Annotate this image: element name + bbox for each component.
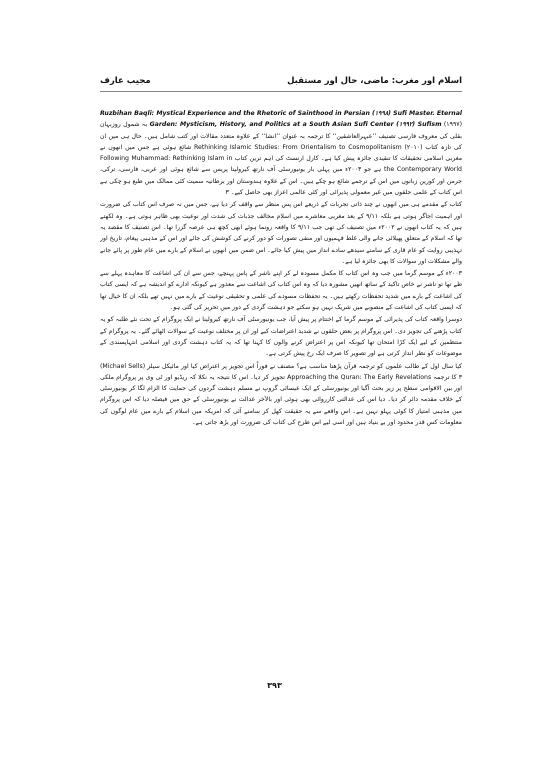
page-number: ۳۹۳	[267, 681, 282, 690]
paragraph-3	[100, 268, 462, 313]
paragraph-5-text: کیا سال اول کے طالب علموں کو ترجمہ قرآن پڑھنا مناسب ہے؟ مصنف نے فوراً اس تجویز پر اعتراض کیا اور مائیکل سیلز (Michael Sells) ۳ کا ترجمہ Approaching the Quran: The Early Revelations تجویز کر دیا۔ اس کا نتیجہ یہ نکلا کہ ریڈیو اور ٹی وی پر پروگرام ملکی اور بین الاقوامی سطح پر زیر بحث آگیا اور یونیورسٹی کے ایک عیسائی گروپ نے مسلم دہشت گردوں کی حمایت کا الزام لگا کر یونیورسٹی کے خلاف مقدمہ دائر کر دیا۔ دیا اس کی عدالتی کارروائی بھی ہوئی اور بالآخر عدالت نے یونیورسٹی کے حق میں فیصلہ دیا کہ اس پروگرام میں مذہبی امتیاز کا کوئی پہلو نہیں ہے۔ اس واقعے سے یہ حقیقت کھل کر سامنے آئی کہ امریکہ میں اسلام کے بارے میں عام لوگوں کی معلومات کس قدر محدود اور بے بنیاد ہیں اور اسی لیے اس طرح کی کتاب کی ضرورت اور بڑھ جاتی ہے۔	[100, 362, 462, 427]
paragraph-4	[100, 314, 462, 359]
running-header	[100, 76, 462, 90]
header-author: مجیب عارف	[100, 76, 151, 86]
header-title: اسلام اور مغرب: ماضی، حال اور مستقبل	[287, 76, 462, 86]
paragraph-3-text: ۲۰۰۳ء کے موسم گرما میں جب وہ اس کتاب کا مکمل مسودہ لے کر اپنے ناشر کے پاس پہنچے، جس سے ان کی اشاعت کا معاہدہ پہلے سے طے تھا تو ناشر نے خاص تاکید کے ساتھ انھیں مشورہ دیا کہ وہ اس کتاب کی اشاعت سے معذور ہے کیونکہ ادارے کو اندیشہ ہے کہ ایسی کتاب کی اشاعت کے بارے میں شدید تحفظات رکھتے ہیں۔ یہ تحفظات مسودے کی علمی و تحقیقی نوعیت کے بارے میں نہیں تھے بلکہ ان کا خیال تھا کہ ایسی کتاب کی اشاعت کے منصوبے میں شریک نہیں ہو سکتے جو دہشت گردی کے دور میں تحریر کی گئی ہو۔	[100, 270, 462, 312]
paragraph-4-text: دوسرا واقعہ کتاب کی پذیرائی کے موسم گرما کے اختتام پر پیش آیا، جب یونیورسٹی آف نارتھ کیرولینا نے ایک پروگرام کے تحت نئے طلبہ کو یہ کتاب پڑھنے کی تجویز دی۔ اس پروگرام پر بعض حلقوں نے شدید اعتراضات کیے اور ان پر مختلف نوعیت کے سوالات اٹھائے گئے۔ یہ پروگرام کے منتظمین کے لیے ایک کڑا امتحان تھا کیونکہ اس پر اعتراض کرنے والوں کا کہنا تھا کہ یہ کتاب دہشت گردی اور اسلامی انتہاپسندی کے موضوعات کو نظر انداز کرتی ہے اور تصویر کا صرف ایک رخ پیش کرتی ہے۔	[100, 316, 462, 358]
paragraph-1-latin: Ruzbihan Baqli: Mystical Experience and the Rhetoric of Sainthood in Persian (۱۹۹۸) Sufi Master. Eternal Garden: Mysticism, History, and Politics at a South Asian Sufi Center (۱۹۹۲) Sufism	[100, 110, 462, 129]
article-body	[100, 108, 462, 653]
paragraph-5	[100, 361, 462, 429]
header-rule	[100, 91, 462, 92]
paragraph-2-text: کتاب کے مقدمے ہی میں انھوں نے چند ذاتی تجربات کے ذریعے اس پس منظر سے واقف کر دیا ہے، جس میں نہ صرف اس کتاب کی ضرورت اور اہمیت اجاگر ہوتی ہے بلکہ ۹/۱۱ کے بعد مغربی معاشرے میں اسلام مخالف جذبات کی شدت اور نوعیت بھی ظاہر ہوتی ہے۔ وہ لکھتے ہیں کہ یہ کتاب انھوں نے ۲۰۰۲ء میں تصنیف کی تھی جب ۹/۱۱ کا واقعہ رونما ہوئے ابھی کچھ ہی عرصہ گزرا تھا۔ اس تصنیف کا مقصد یہ تھا کہ اسلام کے متعلق پھیلائی جانے والی غلط فہمیوں اور منفی تصورات کو دور کرنے کی کوشش کی جائے اور اس کے مذہبی پیغام، تاریخ اور تہذیبی روایت کو عام قاری کے سامنے سیدھے سادے انداز میں پیش کیا جائے۔ اس ضمن میں انھوں نے اسلام کے بارے میں عام طور پر پائے جانے والے مشکلات اور سوالات کا بھی جائزہ لیا ہے۔	[100, 201, 462, 265]
paragraph-2	[100, 199, 462, 267]
paragraph-1	[100, 108, 462, 198]
paragraph-1-text: (۱۹۹۷) بہ شمول روزبہان بقلی کی معروف فارسی تصنیف ’’عبہرالعاشقین‘‘ کا ترجمہ بہ عنوان ’’انشا‘‘ کے علاوہ متعدد مقالات اور کتب شامل ہیں۔ حال ہی میں ان کی تازہ کتاب Rethinking Islamic Studies: From Orientalism to Cosmopolitanism (۲۰۱۰) شائع ہوئی ہے جس میں انھوں نے مغربی اسلامی تحقیقات کا تنقیدی جائزہ پیش کیا ہے۔ کارل ارنسٹ کی اہم ترین کتاب Following Muhammad: Rethinking Islam in the Contemporary World ہے جو ۲۰۰۳ء میں پہلی بار یونیورسٹی آف نارتھ کیرولینا پریس سے شائع ہوئی اور عربی، فارسی، ترکی، جرمن اور کورین زبانوں میں اس کے ترجمے شائع ہو چکے ہیں۔ اس کے علاوہ ہندوستان اور برطانیہ سمیت کئی ممالک میں طبع ہو چکی ہے اس کتاب کے علمی حلقوں میں غیر معمولی پذیرائی اور کئی عالمی اعزاز بھی حاصل کیے۔ ۳	[100, 121, 462, 197]
